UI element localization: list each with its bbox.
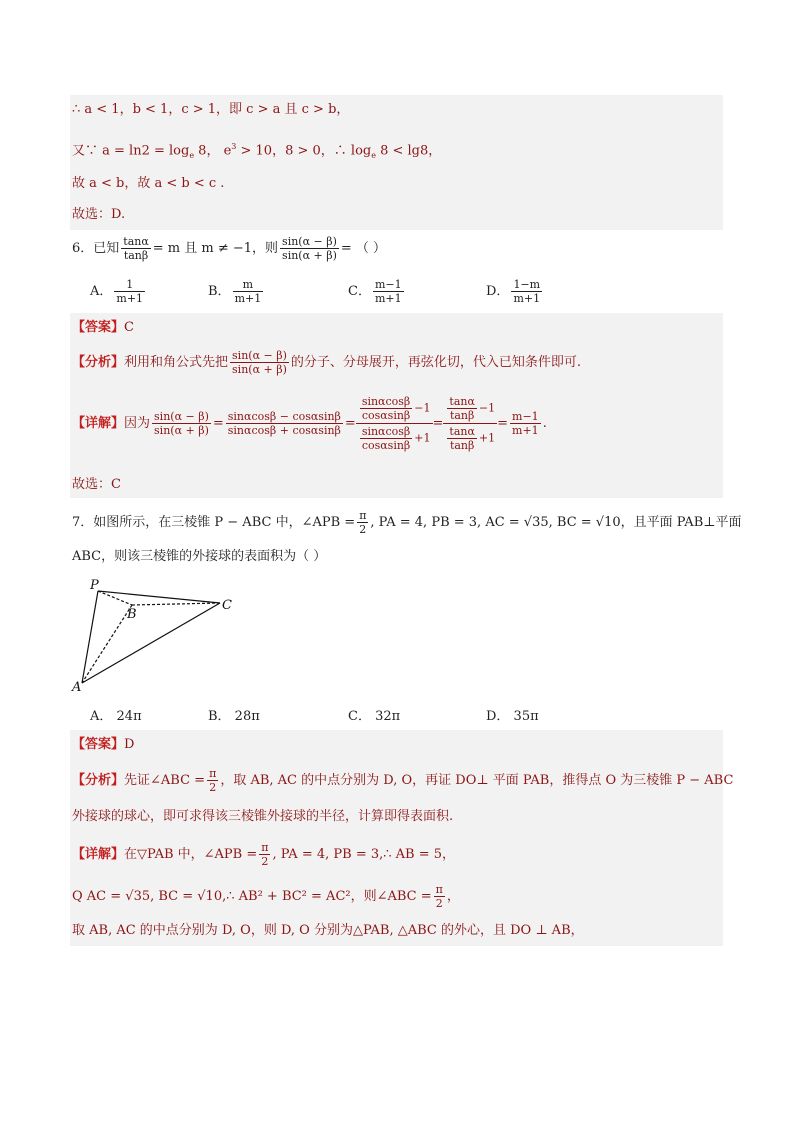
fraction <box>511 278 542 305</box>
fraction <box>233 278 264 305</box>
numerator: m−1 <box>374 278 402 291</box>
numerator: tanα <box>123 235 149 248</box>
numerator: m <box>233 278 264 292</box>
complex-numerator <box>356 394 433 424</box>
answer-line: 故选：C <box>72 477 121 492</box>
numerator: sin(α − β) <box>154 410 209 423</box>
complex-denominator <box>356 424 433 453</box>
detail-text: 因为 <box>124 416 151 431</box>
edge-bc <box>132 603 220 605</box>
detail-text: ， <box>446 889 460 904</box>
fraction <box>373 278 404 305</box>
math-text: 8 < lg8， <box>375 143 442 159</box>
equals: = <box>344 416 356 431</box>
detail-text: Q AC = √35, BC = √10,∴ AB² + BC² = AC²，则∠ABC = <box>72 889 432 904</box>
fraction <box>121 235 151 262</box>
detail-line <box>72 880 460 914</box>
question-7-stem <box>72 506 741 540</box>
complex-fraction <box>356 394 433 453</box>
denominator: sin(α + β) <box>282 249 337 262</box>
numerator: tanα <box>449 425 475 438</box>
denominator: m+1 <box>116 292 144 305</box>
complex-denominator <box>443 424 497 453</box>
answer-value: D <box>124 737 135 752</box>
analysis-line <box>72 764 733 798</box>
equals: = <box>212 416 224 431</box>
numerator: sin(α − β) <box>232 349 287 362</box>
option-a[interactable]: A． 24π <box>90 709 142 724</box>
edge-ac <box>82 603 220 683</box>
option-d[interactable] <box>486 275 544 309</box>
denominator: sin(α + β) <box>232 363 287 376</box>
numerator: sin(α − β) <box>282 235 337 248</box>
stem-text: 6．已知 <box>72 241 120 256</box>
detail-tag: 【详解】 <box>72 416 125 431</box>
fraction <box>360 395 412 422</box>
analysis-tag: 【分析】 <box>72 773 125 788</box>
denominator: tanβ <box>449 439 475 452</box>
option-c[interactable] <box>348 275 406 309</box>
solution-line <box>72 138 441 165</box>
denominator: m+1 <box>374 292 402 305</box>
denominator: cosαsinβ <box>361 439 411 452</box>
edge-pc <box>98 591 220 603</box>
option-label: B． <box>208 284 231 299</box>
fraction <box>114 278 145 305</box>
fraction <box>207 767 218 794</box>
vertex-label-p: P <box>90 578 99 593</box>
math-text: 又∵ a = ln2 = log <box>72 143 190 159</box>
denominator: 2 <box>209 781 217 794</box>
analysis-tag: 【分析】 <box>72 355 125 370</box>
minus-one: −1 <box>414 401 431 415</box>
denominator: tanβ <box>123 249 149 262</box>
stem-text: 7．如图所示，在三棱锥 P − ABC 中，∠APB = <box>72 515 356 530</box>
plus-one: +1 <box>414 431 431 445</box>
solution-line: 故 a < b，故 a < b < c . <box>72 176 225 191</box>
fraction <box>230 349 289 376</box>
detail-text: , PA = 4, PB = 3,∴ AB = 5， <box>272 847 456 862</box>
math-text: > 10，8 > 0，∴ log <box>236 143 372 159</box>
fraction <box>510 410 541 437</box>
stem-text: , PA = 4, PB = 3, AC = √35, BC = √10，且平面 PAB⊥平面 <box>370 515 742 530</box>
analysis-line: 外接球的球心，即可求得该三棱锥外接球的半径，计算即得表面积. <box>72 809 454 824</box>
answer-tag: 【答案】 <box>72 737 125 752</box>
denominator: 2 <box>435 897 443 910</box>
fraction <box>434 883 445 910</box>
pyramid-figure <box>70 575 250 695</box>
fraction <box>447 395 477 422</box>
fraction <box>357 509 368 536</box>
analysis-text: ，取 AB, AC 的中点分别为 D, O，再证 DO⊥ 平面 PAB，推得点 O 为三棱锥 P − ABC <box>220 773 734 788</box>
math-sub: e <box>189 150 195 160</box>
option-d[interactable]: D． 35π <box>486 709 539 724</box>
detail-tag: 【详解】 <box>72 847 125 862</box>
analysis-text: 先证∠ABC = <box>124 773 206 788</box>
answer-value: C <box>124 320 134 335</box>
fraction <box>226 410 343 437</box>
answer-line <box>72 736 134 754</box>
question-7-stem: ABC，则该三棱锥的外接球的表面积为（ ） <box>72 549 327 564</box>
vertex-label-c: C <box>222 598 232 613</box>
analysis-text: 的分子、分母展开，再弦化切，代入已知条件即可. <box>290 355 581 370</box>
plus-one: +1 <box>478 431 496 445</box>
complex-numerator <box>443 394 497 424</box>
option-label: A． <box>90 284 113 299</box>
denominator: 2 <box>261 855 269 868</box>
edge-pa <box>82 591 98 683</box>
option-c[interactable]: C． 32π <box>348 709 401 724</box>
answer-tag: 【答案】 <box>72 320 125 335</box>
option-label: D． <box>486 284 510 299</box>
denominator: 2 <box>359 523 367 536</box>
denominator: sinαcosβ + cosαsinβ <box>227 424 341 437</box>
detail-line <box>72 392 547 456</box>
complex-fraction <box>443 394 497 453</box>
option-b[interactable]: B． 28π <box>208 709 260 724</box>
fraction <box>447 425 477 452</box>
numerator: sinαcosβ <box>361 425 411 438</box>
denominator: m+1 <box>234 292 262 305</box>
detail-line: 取 AB, AC 的中点分别为 D, O，则 D, O 分别为△PAB, △ABC 的外心，且 DO ⊥ AB， <box>72 923 584 938</box>
denominator: sin(α + β) <box>154 424 209 437</box>
numerator: m−1 <box>512 410 539 423</box>
minus-one: −1 <box>478 401 496 415</box>
analysis-line <box>72 346 581 380</box>
option-b[interactable] <box>208 275 265 309</box>
math-text: 8， e <box>194 143 232 159</box>
numerator: π <box>435 883 443 896</box>
edge-ab <box>82 605 132 683</box>
numerator: π <box>261 841 269 854</box>
denominator: m+1 <box>513 292 541 305</box>
numerator: tanα <box>449 395 475 408</box>
math-sub: e <box>371 150 376 160</box>
fraction <box>259 841 270 868</box>
answer-line: 故选：D. <box>72 207 126 222</box>
vertex-label-a: A <box>72 680 82 695</box>
denominator: m+1 <box>512 424 539 437</box>
numerator: sinαcosβ <box>361 395 411 408</box>
period: . <box>542 416 547 431</box>
numerator: 1−m <box>513 278 541 291</box>
vertex-label-b: B <box>127 607 137 622</box>
question-6-stem <box>72 232 386 266</box>
numerator: π <box>209 767 217 780</box>
stem-text: = （ ） <box>340 241 387 256</box>
stem-text: = m 且 m ≠ −1，则 <box>152 241 279 256</box>
numerator: sinαcosβ − cosαsinβ <box>227 410 341 423</box>
equals: = <box>497 416 509 431</box>
numerator: π <box>359 509 367 522</box>
fraction <box>360 425 412 452</box>
numerator: 1 <box>114 278 145 292</box>
option-a[interactable] <box>90 275 147 309</box>
denominator: tanβ <box>449 409 475 422</box>
detail-text: 在▽PAB 中，∠APB = <box>124 847 258 862</box>
fraction <box>152 410 211 437</box>
detail-line <box>72 838 455 872</box>
math-sup: 3 <box>231 142 237 151</box>
denominator: cosαsinβ <box>361 409 411 422</box>
equals: = <box>432 416 444 431</box>
option-label: C． <box>348 284 371 299</box>
analysis-text: 利用和角公式先把 <box>124 355 229 370</box>
fraction <box>280 235 339 262</box>
solution-line: ∴ a < 1，b < 1，c > 1，即 c > a 且 c > b， <box>72 102 350 117</box>
answer-line <box>72 319 134 337</box>
